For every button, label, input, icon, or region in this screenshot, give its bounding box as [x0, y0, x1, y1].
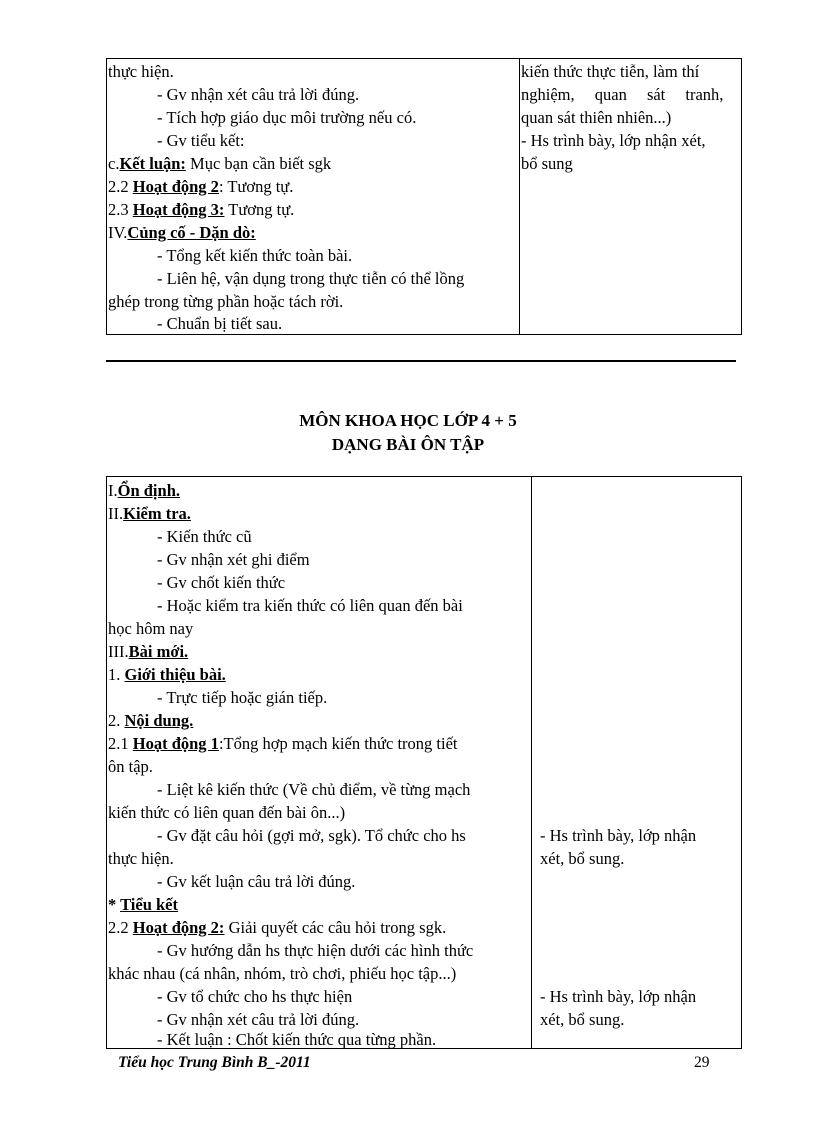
text-line: kiến thức có liên quan đến bài ôn...)	[108, 803, 346, 822]
activity-2-heading: 2.2 Hoạt động 2: Giải quyết các câu hỏi trong sgk.	[108, 918, 447, 937]
teacher-activities-column	[107, 477, 532, 1048]
text-line: thực hiện.	[108, 62, 174, 81]
text-line: xét, bổ sung.	[540, 849, 625, 868]
activity-1-heading: 2.1 Hoạt động 1:Tổng hợp mạch kiến thức trong tiết	[108, 734, 458, 753]
text-line: - Tổng kết kiến thức toàn bài.	[157, 246, 353, 265]
activity-2-heading: 2.2 Hoạt động 2: Tương tự.	[108, 177, 294, 196]
conclusion-heading: c.Kết luận: Mục bạn cần biết sgk	[108, 154, 332, 173]
text-line: - Gv nhận xét ghi điểm	[157, 550, 310, 569]
section-heading: I.Ổn định.	[108, 481, 180, 500]
text-line: - Hs trình bày, lớp nhận xét,	[521, 131, 706, 150]
page-subtitle: DẠNG BÀI ÔN TẬP	[331, 435, 485, 454]
text-line: quan sát thiên nhiên...)	[521, 108, 672, 127]
text-line: - Tích hợp giáo dục môi trường nếu có.	[157, 108, 417, 127]
text-line: - Hs trình bày, lớp nhận	[540, 826, 697, 845]
text-line: - Gv chốt kiến thức	[157, 573, 286, 592]
section-heading: II.Kiểm tra.	[108, 504, 191, 523]
text-line: - Hs trình bày, lớp nhận	[540, 987, 697, 1006]
text-line: - Liệt kê kiến thức (Về chủ điểm, về từng mạch	[157, 780, 471, 799]
top-lesson-table	[106, 58, 742, 335]
text-line: khác nhau (cá nhân, nhóm, trò chơi, phiếu học tập...)	[108, 964, 457, 983]
text-line: kiến thức thực tiễn, làm thí	[521, 62, 700, 81]
page-number: 29	[694, 1054, 710, 1071]
text-line: thực hiện.	[108, 849, 174, 868]
text-line: ôn tập.	[108, 757, 153, 776]
top-right-column	[520, 59, 741, 334]
section-heading: 2. Nội dung.	[108, 711, 194, 730]
text-line: nghiệm, quan sát tranh,	[521, 85, 724, 104]
text-line: - Kết luận : Chốt kiến thức qua từng phần.	[157, 1030, 437, 1048]
text-line: - Gv tiểu kết:	[157, 131, 245, 150]
text-line: - Hoặc kiểm tra kiến thức có liên quan đến bài	[157, 596, 463, 615]
text-line: - Kiến thức cũ	[157, 527, 252, 546]
page-title: MÔN KHOA HỌC LỚP 4 + 5	[299, 411, 517, 430]
text-line: ghép trong từng phần hoặc tách rời.	[108, 292, 344, 311]
activity-3-heading: 2.3 Hoạt động 3: Tương tự.	[108, 200, 295, 219]
text-line: học hôm nay	[108, 619, 194, 638]
text-line: - Gv kết luận câu trả lời đúng.	[157, 872, 356, 891]
text-line: - Gv tổ chức cho hs thực hiện	[157, 987, 353, 1006]
text-line: - Gv hướng dẫn hs thực hiện dưới các hình thức	[157, 941, 474, 960]
text-line: - Gv nhận xét câu trả lời đúng.	[157, 1010, 360, 1029]
review-lesson-table	[106, 476, 742, 1049]
text-line: - Gv nhận xét câu trả lời đúng.	[157, 85, 360, 104]
text-line: - Liên hệ, vận dụng trong thực tiễn có thể lồng	[157, 269, 465, 288]
top-left-column	[107, 59, 520, 334]
text-line: xét, bổ sung.	[540, 1010, 625, 1029]
text-line: bổ sung	[521, 154, 573, 173]
text-line: - Trực tiếp hoặc gián tiếp.	[157, 688, 328, 707]
section-heading: 1. Giới thiệu bài.	[108, 665, 226, 684]
footer-school: Tiểu học Trung Bình B_-2011	[118, 1054, 311, 1071]
section-heading: III.Bài mới.	[108, 642, 189, 661]
text-line: - Gv đặt câu hỏi (gợi mở, sgk). Tổ chức cho hs	[157, 826, 466, 845]
text-line: - Chuẩn bị tiết sau.	[157, 314, 283, 333]
consolidation-heading: IV.Củng cố - Dặn dò:	[108, 223, 256, 242]
section-divider	[106, 360, 736, 362]
student-activities-column	[532, 477, 741, 1048]
summary-heading: * Tiểu kết	[108, 895, 178, 914]
